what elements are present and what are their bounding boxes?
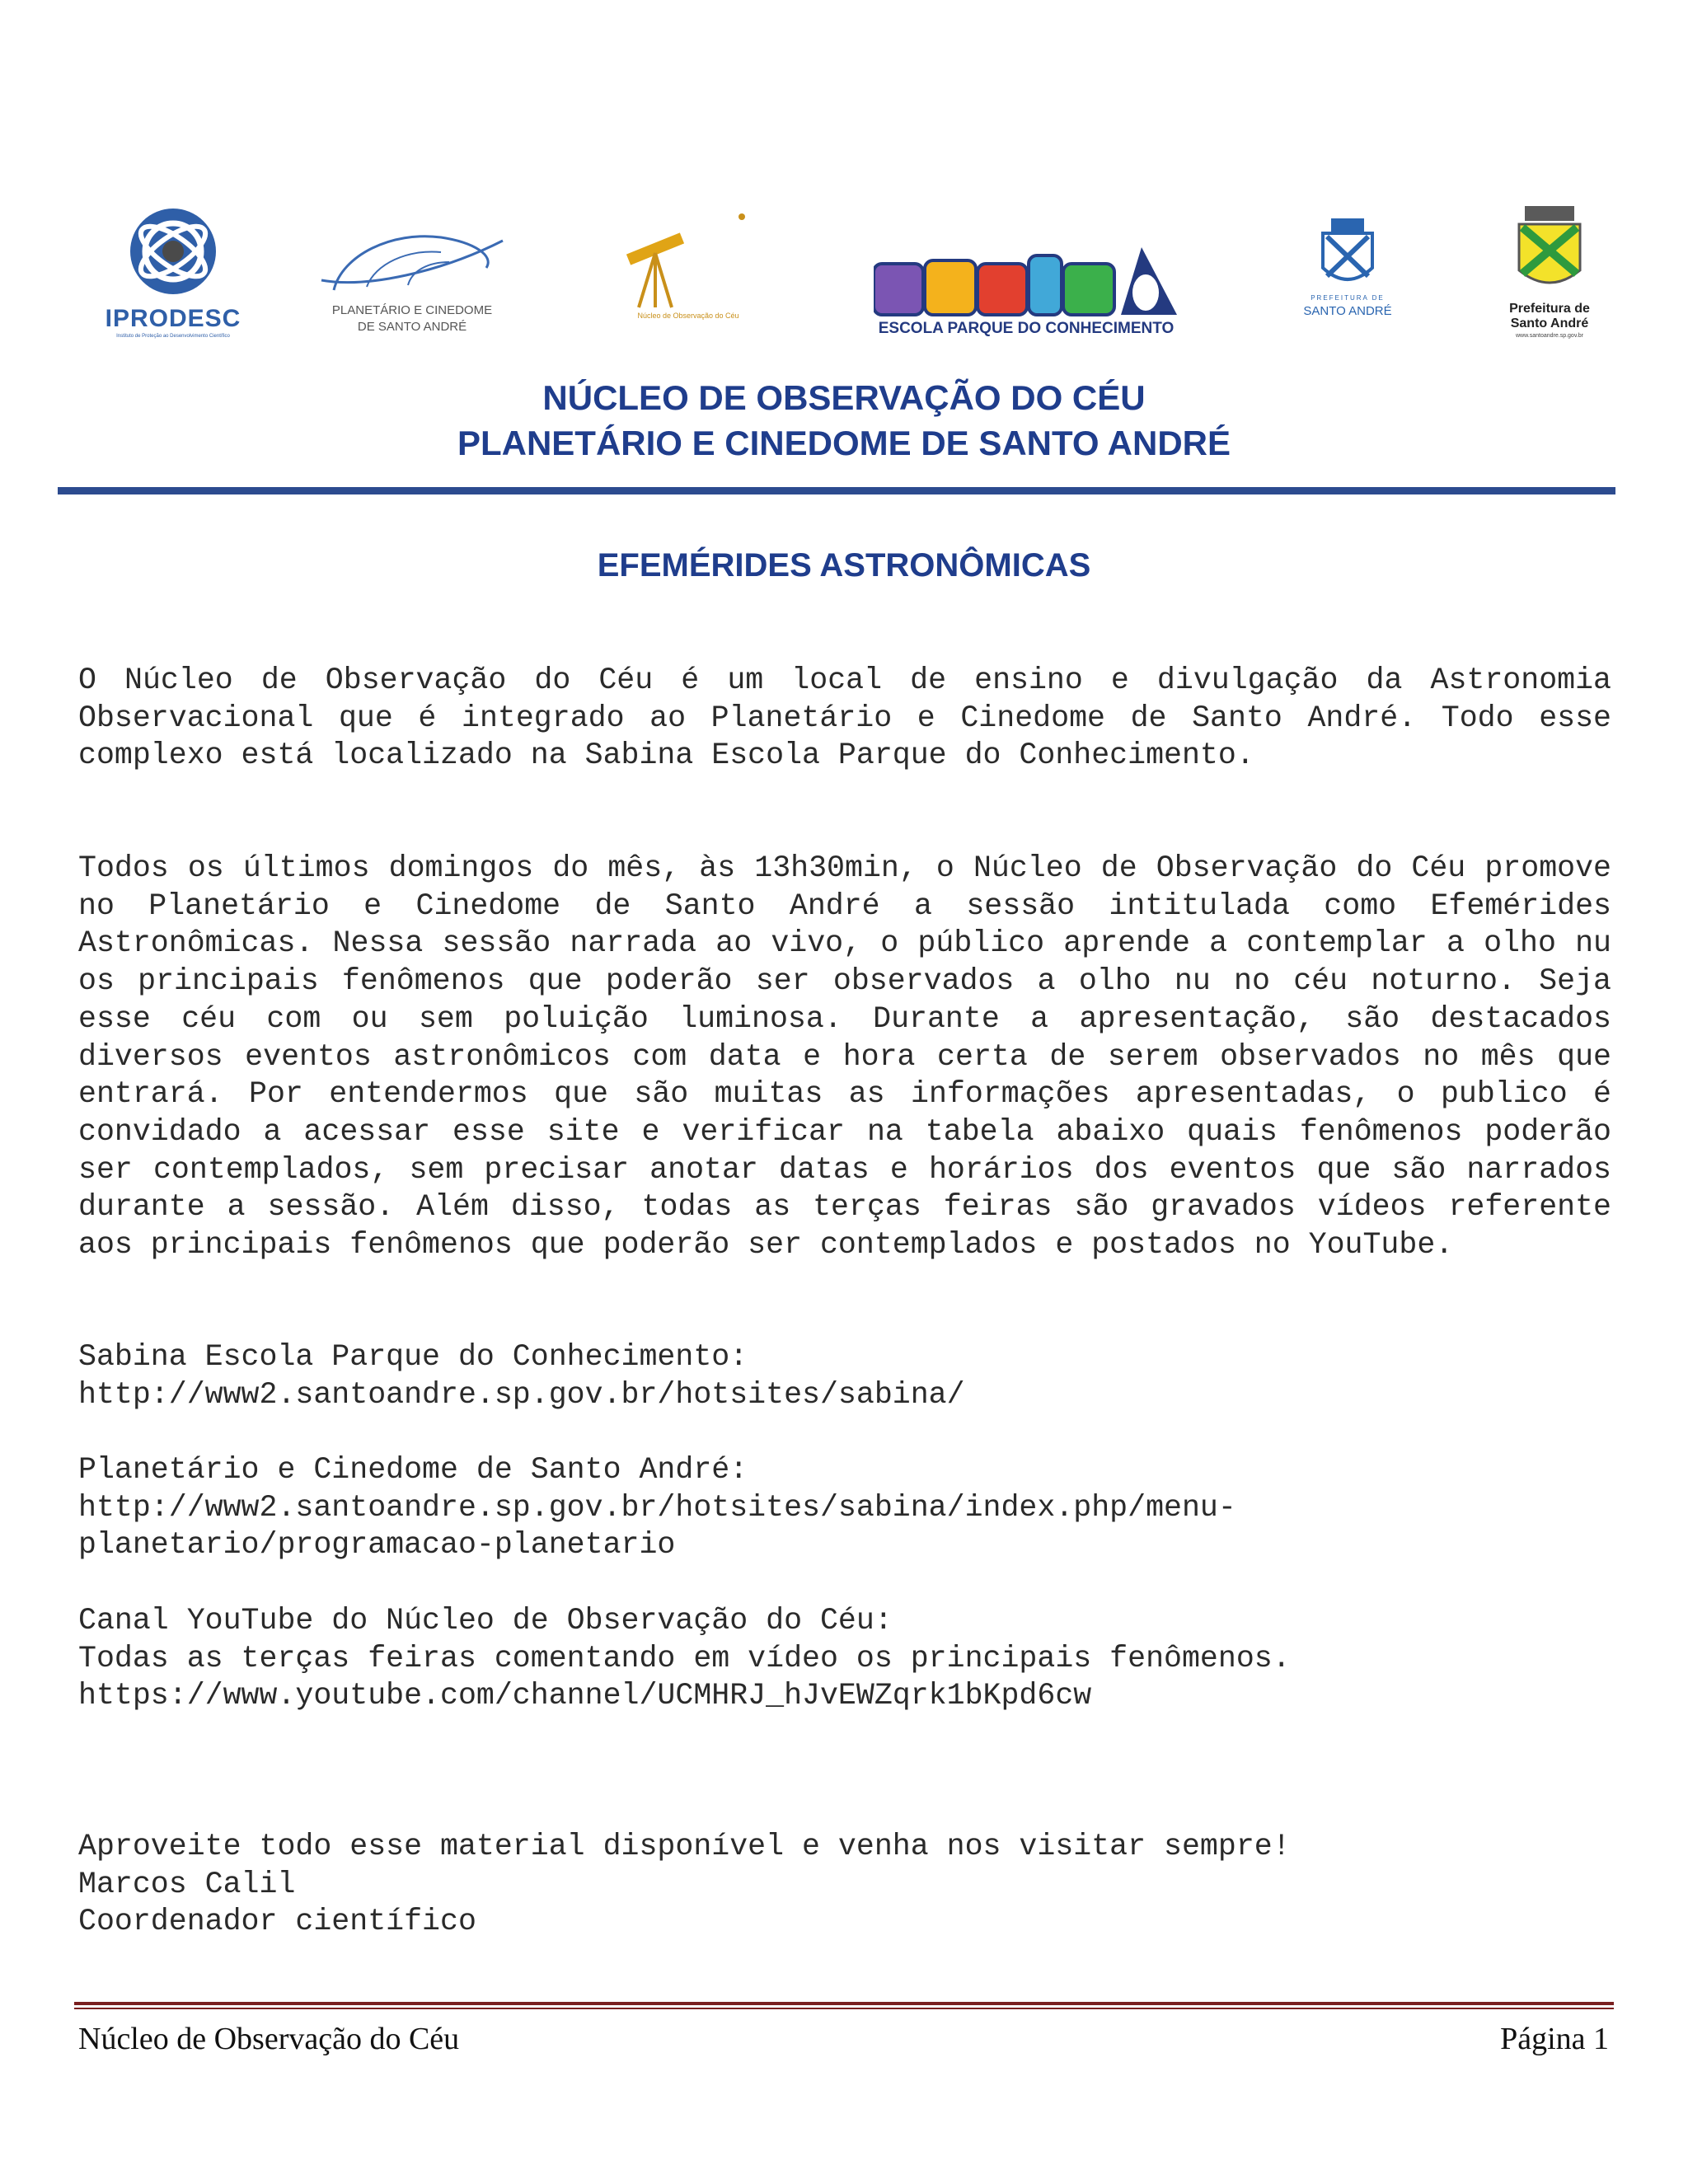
logo-row <box>0 0 1688 363</box>
prefeitura-sa-line2: SANTO ANDRÉ <box>1303 304 1392 318</box>
planetarium-dome-icon <box>317 223 507 297</box>
iprodesc-emblem-icon <box>99 202 247 309</box>
footer-divider-thin <box>74 2008 1614 2009</box>
city-coat-of-arms-icon <box>1294 218 1401 293</box>
nucleo-logo <box>610 202 767 326</box>
footer-divider <box>74 2002 1614 2005</box>
header-title-line2: PLANETÁRIO E CINEDOME DE SANTO ANDRÉ <box>457 424 1231 462</box>
planetario-link-label: Planetário e Cinedome de Santo André: <box>78 1453 748 1487</box>
city-shield-icon <box>1504 204 1595 295</box>
youtube-link-note: Todas as terças feiras comentando em vídeo os principais fenômenos. <box>78 1641 1291 1675</box>
sabina-link-label: Sabina Escola Parque do Conhecimento: <box>78 1340 748 1374</box>
prefeitura-sa-logo <box>1294 218 1401 326</box>
iprodesc-logo <box>99 202 247 342</box>
iprodesc-name: IPRODESC <box>105 305 241 332</box>
youtube-link-label: Canal YouTube do Núcleo de Observação do Céu: <box>78 1604 893 1638</box>
nucleo-caption: Núcleo de Observação do Céu <box>637 312 739 320</box>
prefeitura-sa-line1: PREFEITURA DE <box>1311 294 1385 302</box>
closing-author: Marcos Calil <box>78 1867 296 1901</box>
planetario-link-url-line1[interactable]: http://www2.santoandre.sp.gov.br/hotsites/sabina/index.php/menu- <box>78 1490 1236 1525</box>
sabina-subtitle: ESCOLA PARQUE DO CONHECIMENTO <box>878 320 1175 337</box>
intro-paragraph: O Núcleo de Observação do Céu é um local de ensino e divulgação da Astronomia Observacional que é integrado ao Planetário e Cinedome de Santo André. Todo esse complexo está localizado na Sabina Escola Parque do Conhecimento. <box>78 663 1611 773</box>
closing-message: Aproveite todo esse material disponível e venha nos visitar sempre! <box>78 1830 1291 1863</box>
prefeitura-site-logo <box>1504 204 1595 344</box>
prefeitura-site-line1: Prefeitura de <box>1509 302 1590 316</box>
planetario-link-url-line2[interactable]: planetario/programacao-planetario <box>78 1528 676 1563</box>
sabina-link-block <box>78 1338 1611 1413</box>
closing-role: Coordenador científico <box>78 1905 476 1939</box>
telescope-moon-icon <box>610 202 767 313</box>
prefeitura-site-url: www.santoandre.sp.gov.br <box>1516 333 1583 339</box>
sabina-wordmark-icon <box>874 247 1179 317</box>
youtube-link-block <box>78 1602 1611 1715</box>
footer-title: Núcleo de Observação do Céu <box>78 2022 460 2056</box>
main-paragraph: Todos os últimos domingos do mês, às 13h30min, o Núcleo de Observação do Céu promove no Planetário e Cinedome de Santo André a sessão intitulada como Efemérides Astronômicas. Nessa sessão narrada ao vivo, o público aprende a contemplar a olho nu os principais fenômenos que poderão ser observados a olho nu no céu noturno. Seja esse céu com ou sem poluição luminosa. Durante a apresentação, são destacados diversos eventos astronômicos com data e hora certa de serem observados no mês que entrará. Por entendermos que são muitas as informações apresentadas, o publico é convidado a acessar esse site e verificar na tabela abaixo quais fenômenos poderão ser contemplados, sem precisar anotar datas e horários dos eventos que são narrados durante a sessão. Além disso, todas as terças feiras são gravados vídeos referente aos principais fenômenos que poderão ser contemplados e postados no YouTube. <box>78 851 1611 1263</box>
planetario-link-block <box>78 1451 1611 1564</box>
iprodesc-subtitle: Instituto de Proteção ao Desenvolvimento Científico <box>116 334 230 339</box>
page-number: Página 1 <box>1500 2022 1609 2056</box>
prefeitura-site-line2: Santo André <box>1510 316 1589 330</box>
header-title-line1: NÚCLEO DE OBSERVAÇÃO DO CÉU <box>542 378 1146 417</box>
closing-block <box>78 1828 1611 1941</box>
section-title: EFEMÉRIDES ASTRONÔMICAS <box>597 547 1091 583</box>
planetario-line2: DE SANTO ANDRÉ <box>357 320 467 334</box>
planetario-logo <box>317 223 507 338</box>
header-divider <box>58 487 1615 494</box>
youtube-link-url[interactable]: https://www.youtube.com/channel/UCMHRJ_hJvEWZqrk1bKpd6cw <box>78 1679 1092 1713</box>
planetario-line1: PLANETÁRIO E CINEDOME <box>331 303 493 317</box>
sabina-link-url[interactable]: http://www2.santoandre.sp.gov.br/hotsites/sabina/ <box>78 1377 965 1412</box>
sabina-logo <box>874 247 1179 340</box>
